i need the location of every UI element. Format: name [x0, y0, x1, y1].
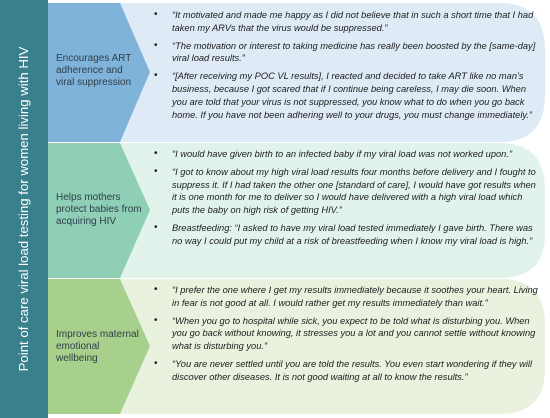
- section-1-label: Encourages ART adherence and viral suppression: [56, 53, 132, 88]
- section-1-quotes: [150, 9, 540, 126]
- quote-item: • “When you go to hospital while sick, you expect to be told what is disturbing you. When you go back without knowing, it stresses you a lot and you cannot settle without knowing what is disturbing you.”: [150, 315, 540, 353]
- section-2-quotes: [150, 148, 540, 253]
- quote-item: • “The motivation or interest to taking medicine has really been boosted by the [same-day] viral load results.”: [150, 40, 540, 66]
- quote-item: • “You are never settled until you are told the results. You even start wondering if they will discover other diseases. It is not good waiting at all to know the results.”: [150, 358, 540, 384]
- quote-item: • “It motivated and made me happy as I did not believe that in such a short time that I had taken my ARVs that the virus would be suppressed.”: [150, 9, 540, 35]
- section-3-label: Improves maternal emotional wellbeing: [56, 329, 139, 364]
- section-3-quotes: [150, 284, 540, 389]
- quote-item: • “[After receiving my POC VL results], I reacted and decided to take ART like no man’s business, because I got scared that if I continue being careless, I may die soon. When you are told that your virus is not suppressed, you know what to do when you go back home. If you have not been adhering well to your drugs, you must change immediately.”: [150, 70, 540, 121]
- quote-item: • Breastfeeding: “I asked to have my viral load tested immediately I gave birth. There was no way I could put my child at a risk of breastfeeding when I know my viral load is high.”: [150, 222, 540, 248]
- quote-item: • “I prefer the one where I get my results immediately because it soothes your heart. Living in fear is not good at all. I would rather get my results immediately than wait.”: [150, 284, 540, 310]
- section-2-label: Helps mothers protect babies from acquiring HIV: [56, 192, 142, 227]
- quote-item: • “I got to know about my high viral load results four months before delivery and I fought to suppress it. If I had taken the other one [standard of care], I would have got results when it is one month for me to deliver so I would have delivered with a high viral load which puts the baby on high risk of getting HIV.”: [150, 166, 540, 217]
- quote-item: • “I would have given birth to an infected baby if my viral load was not worked upon.”: [150, 148, 540, 161]
- vertical-title: Point of care viral load testing for women living with HIV: [16, 46, 31, 372]
